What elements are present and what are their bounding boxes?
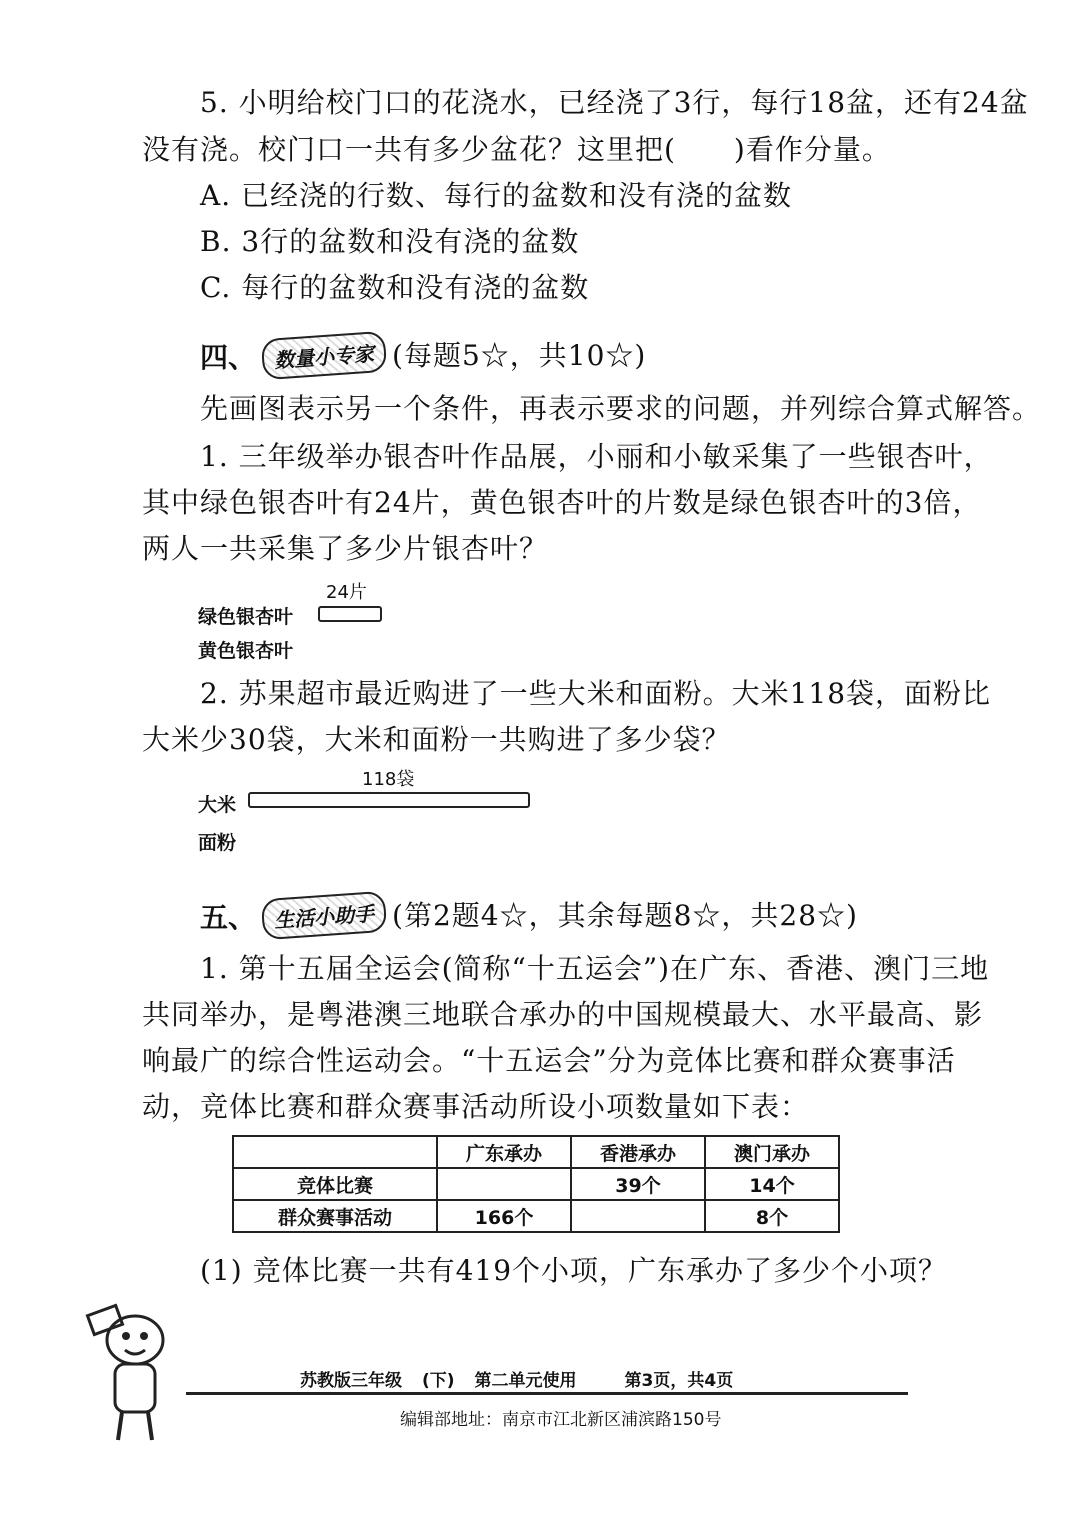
- footer-book: 苏教版三年级: [300, 1371, 402, 1391]
- diagram1-green-bar: [318, 606, 382, 622]
- events-table: [232, 1135, 840, 1233]
- footer-page: 第3页，共4页: [624, 1371, 734, 1391]
- table-header-cell: 澳门承办: [705, 1136, 839, 1168]
- q5-option-a: A. 已经浇的行数、每行的盆数和没有浇的盆数: [200, 179, 793, 212]
- section5-badge: 生活小助手: [261, 891, 388, 941]
- diagram2-top-label: 118袋: [362, 769, 415, 790]
- footer-unit: 第二单元使用: [474, 1371, 577, 1391]
- footer-address: 编辑部地址：南京市江北新区浦滨路150号: [400, 1410, 722, 1430]
- table-row: [233, 1200, 839, 1232]
- diagram2-label-rice: 大米: [198, 794, 237, 816]
- section4-badge: 数量小专家: [261, 331, 388, 381]
- diagram1-label-green: 绿色银杏叶: [198, 606, 294, 628]
- section5-number: 五、: [200, 900, 257, 934]
- footer-divider: [186, 1392, 908, 1395]
- q5-line2: 没有浇。校门口一共有多少盆花？这里把( )看作分量。: [142, 133, 891, 166]
- section4-score: (每题5☆，共10☆): [392, 338, 647, 372]
- table-cell: 竞体比赛: [233, 1168, 437, 1200]
- s5-sub-question-1: (1) 竞体比赛一共有419个小项，广东承办了多少个小项？: [200, 1254, 948, 1287]
- table-cell: [437, 1168, 571, 1200]
- table-header-cell: 广东承办: [437, 1136, 571, 1168]
- s4-p2-line2: 大米少30袋，大米和面粉一共购进了多少袋？: [142, 723, 731, 756]
- footer-info: [300, 1366, 733, 1391]
- footer-term: (下): [422, 1371, 455, 1391]
- section5-score: (第2题4☆，其余每题8☆，共28☆): [392, 898, 858, 932]
- section4-number: 四、: [200, 340, 257, 374]
- s5-p1-line3: 响最广的综合性运动会。“十五运会”分为竞体比赛和群众赛事活: [142, 1044, 956, 1077]
- diagram2-rice-bar: [248, 792, 530, 808]
- s5-p1-line2: 共同举办，是粤港澳三地联合承办的中国规模最大、水平最高、影: [142, 998, 984, 1031]
- table-cell: 群众赛事活动: [233, 1200, 437, 1232]
- table-header-row: [233, 1136, 839, 1168]
- table-row: [233, 1168, 839, 1200]
- s5-p1-line1: 1. 第十五届全运会(简称“十五运会”)在广东、香港、澳门三地: [200, 952, 990, 985]
- table-cell: 8个: [705, 1200, 839, 1232]
- table-cell: 166个: [437, 1200, 571, 1232]
- section5-header: [200, 895, 858, 936]
- q5-option-b: B. 3行的盆数和没有浇的盆数: [200, 225, 580, 258]
- s4-p1-line2: 其中绿色银杏叶有24片，黄色银杏叶的片数是绿色银杏叶的3倍，: [142, 486, 982, 519]
- section4-header: [200, 335, 646, 376]
- diagram2-label-flour: 面粉: [198, 832, 237, 854]
- section4-instruction: 先画图表示另一个条件，再表示要求的问题，并列综合算式解答。: [200, 392, 1042, 425]
- q5-option-c: C. 每行的盆数和没有浇的盆数: [200, 271, 590, 304]
- q5-line1: 5. 小明给校门口的花浇水，已经浇了3行，每行18盆，还有24盆: [200, 86, 1029, 119]
- table-cell: 39个: [571, 1168, 705, 1200]
- table-cell: 14个: [705, 1168, 839, 1200]
- mascot-icon: [80, 1300, 190, 1450]
- table-header-cell: [233, 1136, 437, 1168]
- s5-p1-line4: 动，竞体比赛和群众赛事活动所设小项数量如下表：: [142, 1090, 810, 1123]
- s4-p1-line1: 1. 三年级举办银杏叶作品展，小丽和小敏采集了一些银杏叶，: [200, 440, 993, 473]
- diagram1-top-label: 24片: [326, 582, 367, 603]
- s4-p1-line3: 两人一共采集了多少片银杏叶？: [142, 532, 549, 565]
- s4-p2-line1: 2. 苏果超市最近购进了一些大米和面粉。大米118袋，面粉比: [200, 677, 992, 710]
- table-header-cell: 香港承办: [571, 1136, 705, 1168]
- diagram1-label-yellow: 黄色银杏叶: [198, 640, 294, 662]
- table-cell: [571, 1200, 705, 1232]
